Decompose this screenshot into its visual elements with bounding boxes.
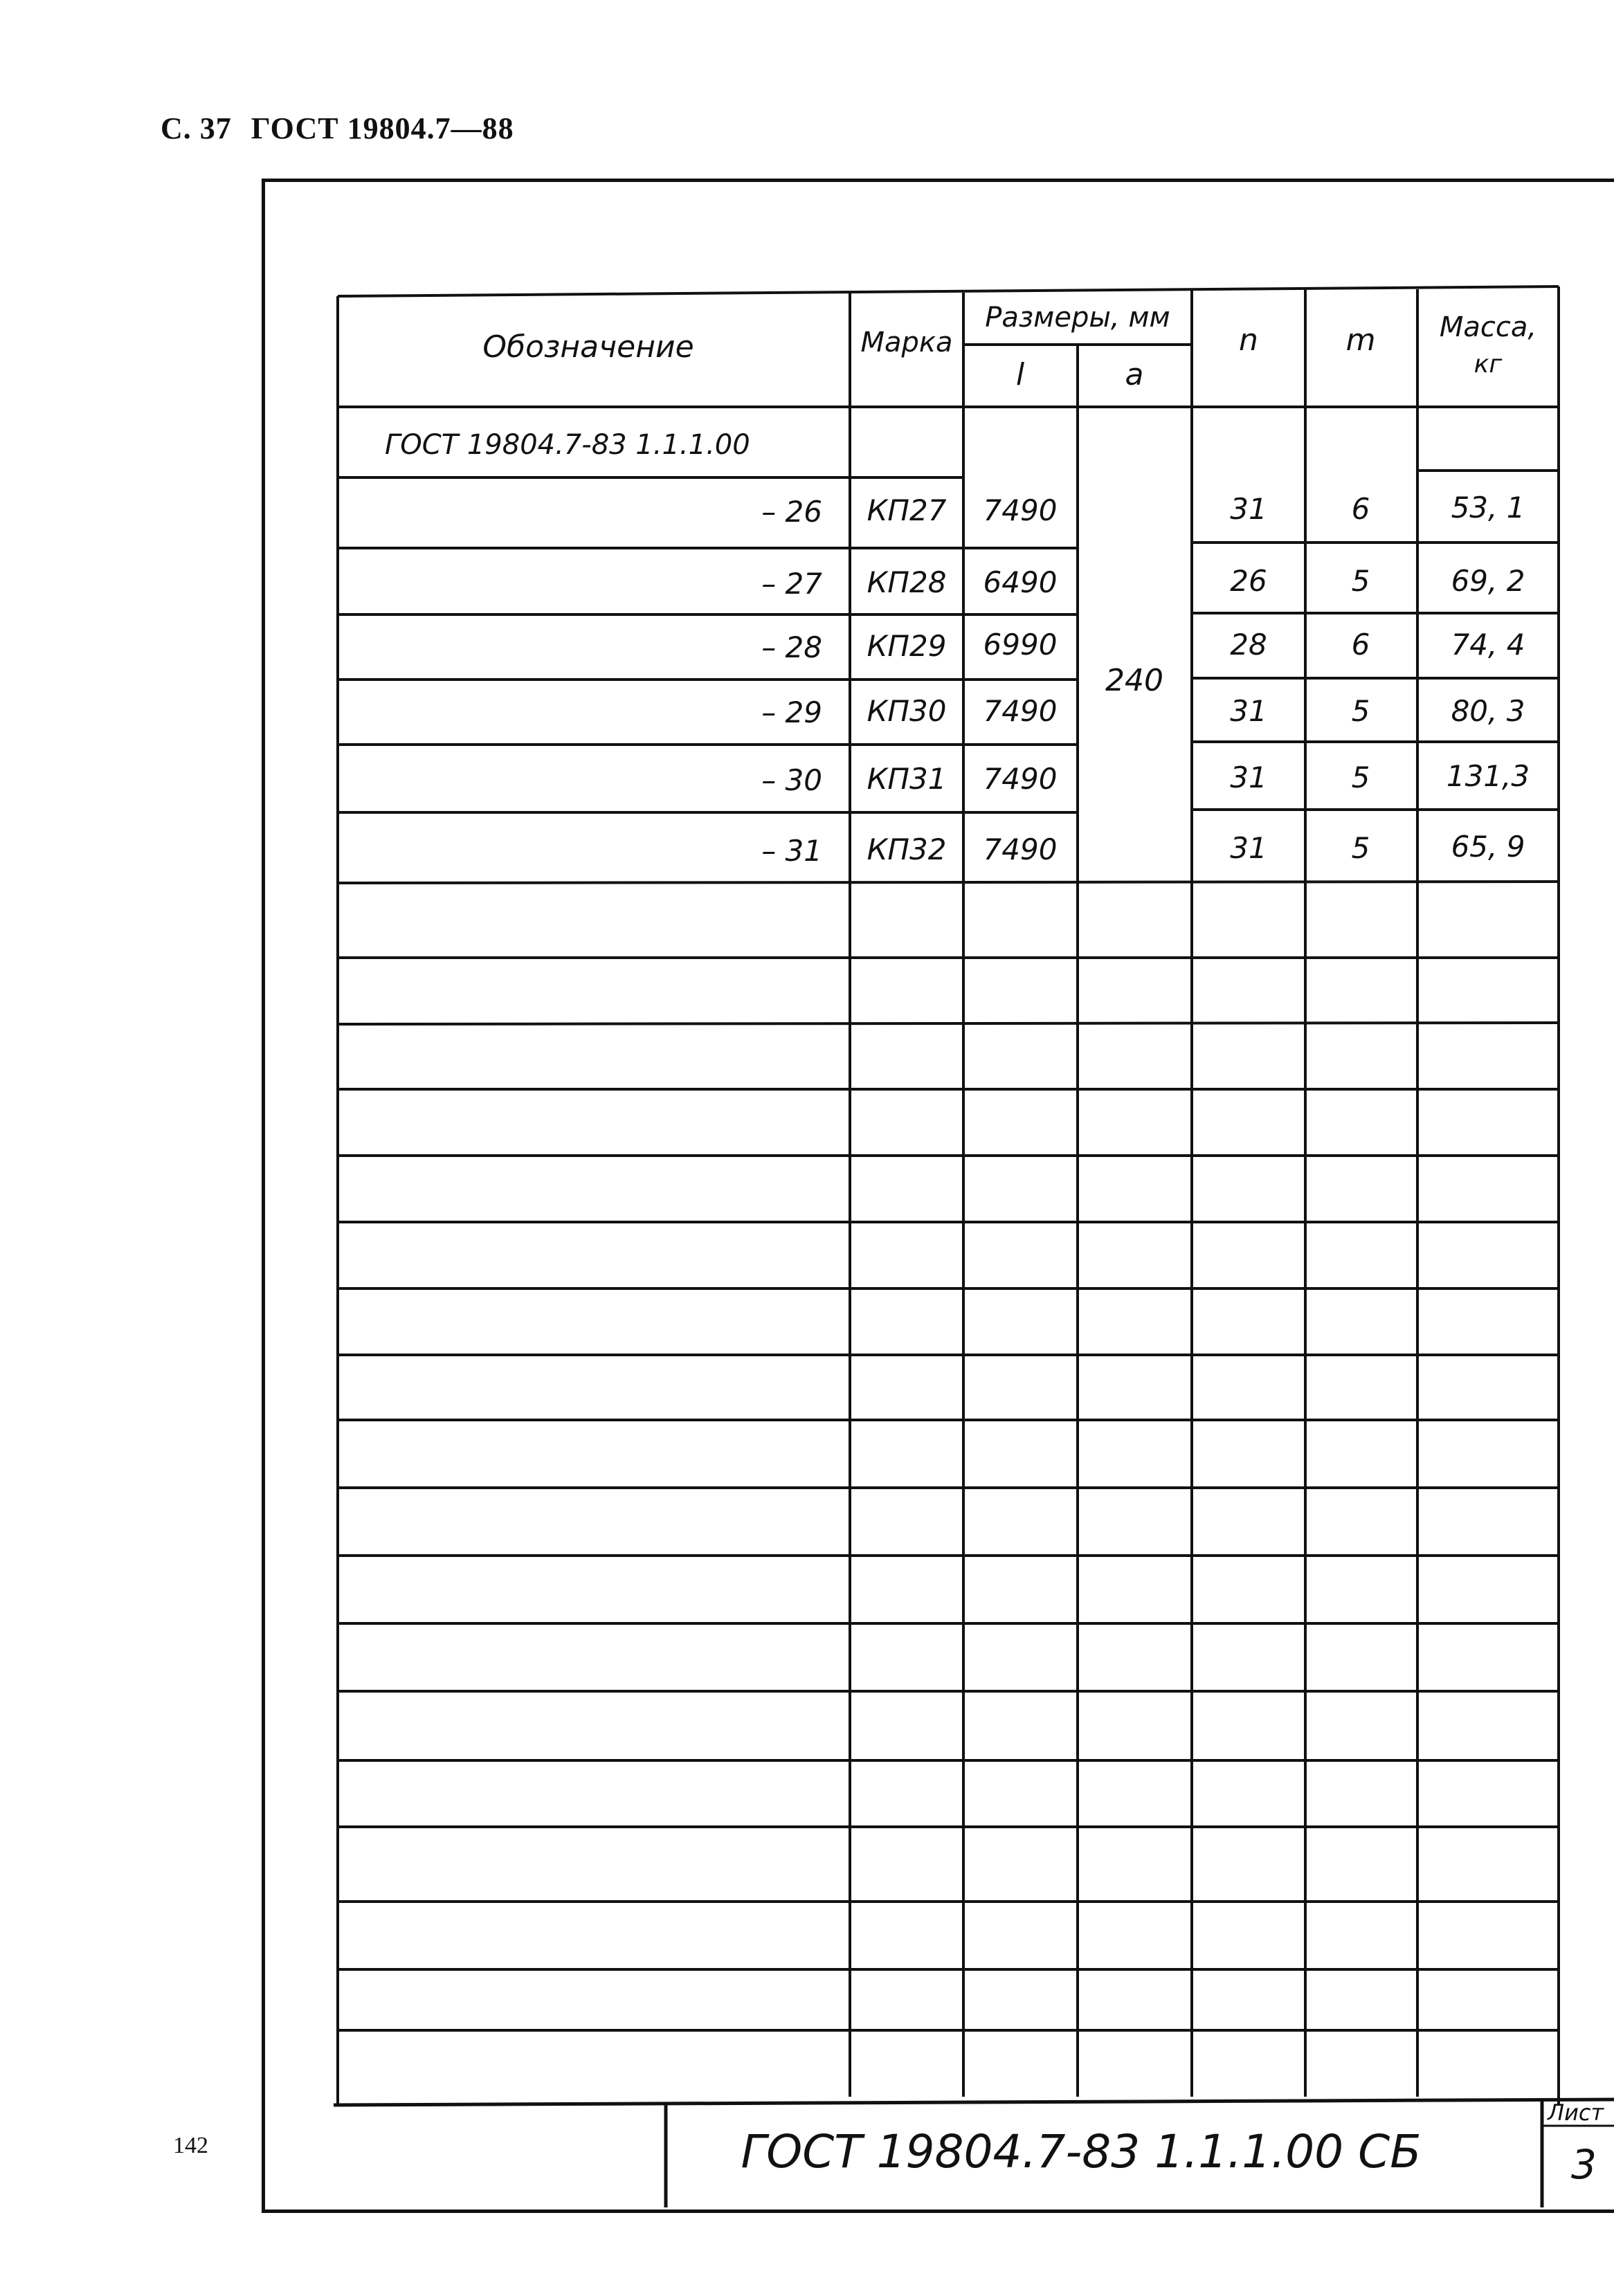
header-dimensions: Размеры, мм <box>985 302 1170 334</box>
row-mark: КП27 <box>867 493 947 527</box>
dimension-a-value: 240 <box>1105 663 1163 698</box>
row-mark: КП28 <box>867 565 947 599</box>
row-n: 28 <box>1230 628 1267 662</box>
header-a: a <box>1125 357 1144 392</box>
row-l: 7490 <box>983 762 1058 796</box>
row-mark: КП30 <box>867 694 947 728</box>
header-mass-line2: кг <box>1474 350 1503 379</box>
row-designation: – 30 <box>761 763 822 797</box>
table-row <box>761 491 1525 529</box>
row-designation: – 26 <box>761 495 822 529</box>
row-n: 31 <box>1230 831 1267 865</box>
row-n: 31 <box>1230 694 1267 728</box>
table-row <box>761 628 1525 664</box>
row-m: 6 <box>1351 628 1370 662</box>
header-designation: Обозначение <box>482 329 694 365</box>
row-mass: 69, 2 <box>1451 564 1525 598</box>
row-m: 5 <box>1351 694 1370 728</box>
header-m: m <box>1345 322 1376 358</box>
row-n: 31 <box>1230 492 1267 526</box>
row-designation: – 27 <box>761 567 822 601</box>
row-l: 7490 <box>983 493 1058 527</box>
header-l: l <box>1015 357 1025 392</box>
row-m: 6 <box>1351 492 1370 526</box>
row-designation: – 28 <box>761 630 822 664</box>
row-mass: 131,3 <box>1446 759 1530 793</box>
header-n: n <box>1239 322 1258 358</box>
sheet-label: Лист <box>1548 2099 1604 2126</box>
row-mass: 53, 1 <box>1451 491 1525 525</box>
row-mark: КП29 <box>867 629 947 663</box>
table-row <box>761 830 1525 868</box>
row-m: 5 <box>1351 564 1370 598</box>
standard-label: ГОСТ 19804.7—88 <box>251 111 514 145</box>
row-designation: – 29 <box>761 695 822 729</box>
sheet-number: 3 <box>1571 2141 1597 2188</box>
row-l: 7490 <box>983 694 1058 728</box>
row-m: 5 <box>1351 760 1370 794</box>
table-grid <box>338 286 1559 2105</box>
row-l: 6490 <box>983 565 1058 599</box>
row-l: 7490 <box>983 832 1058 866</box>
row-n: 31 <box>1230 760 1267 794</box>
table-row <box>761 759 1530 797</box>
row-m: 5 <box>1351 831 1370 865</box>
row-l: 6990 <box>983 628 1058 662</box>
row-mass: 80, 3 <box>1451 694 1525 728</box>
row-mark: КП31 <box>867 762 947 796</box>
row-designation: – 31 <box>761 834 822 868</box>
row-mass: 74, 4 <box>1451 628 1525 662</box>
page-label: С. 37 <box>161 111 232 145</box>
header-mass-line1: Масса, <box>1439 311 1537 343</box>
row-mark: КП32 <box>867 832 947 866</box>
table-row <box>761 564 1525 601</box>
row-n: 26 <box>1230 564 1267 598</box>
table-row <box>761 694 1525 729</box>
document-code: ГОСТ 19804.7-83 1.1.1.00 СБ <box>741 2125 1422 2178</box>
page-number: 142 <box>173 2133 208 2158</box>
group-title: ГОСТ 19804.7-83 1.1.1.00 <box>385 429 750 461</box>
row-mass: 65, 9 <box>1451 830 1525 864</box>
header-mark: Марка <box>860 327 953 358</box>
